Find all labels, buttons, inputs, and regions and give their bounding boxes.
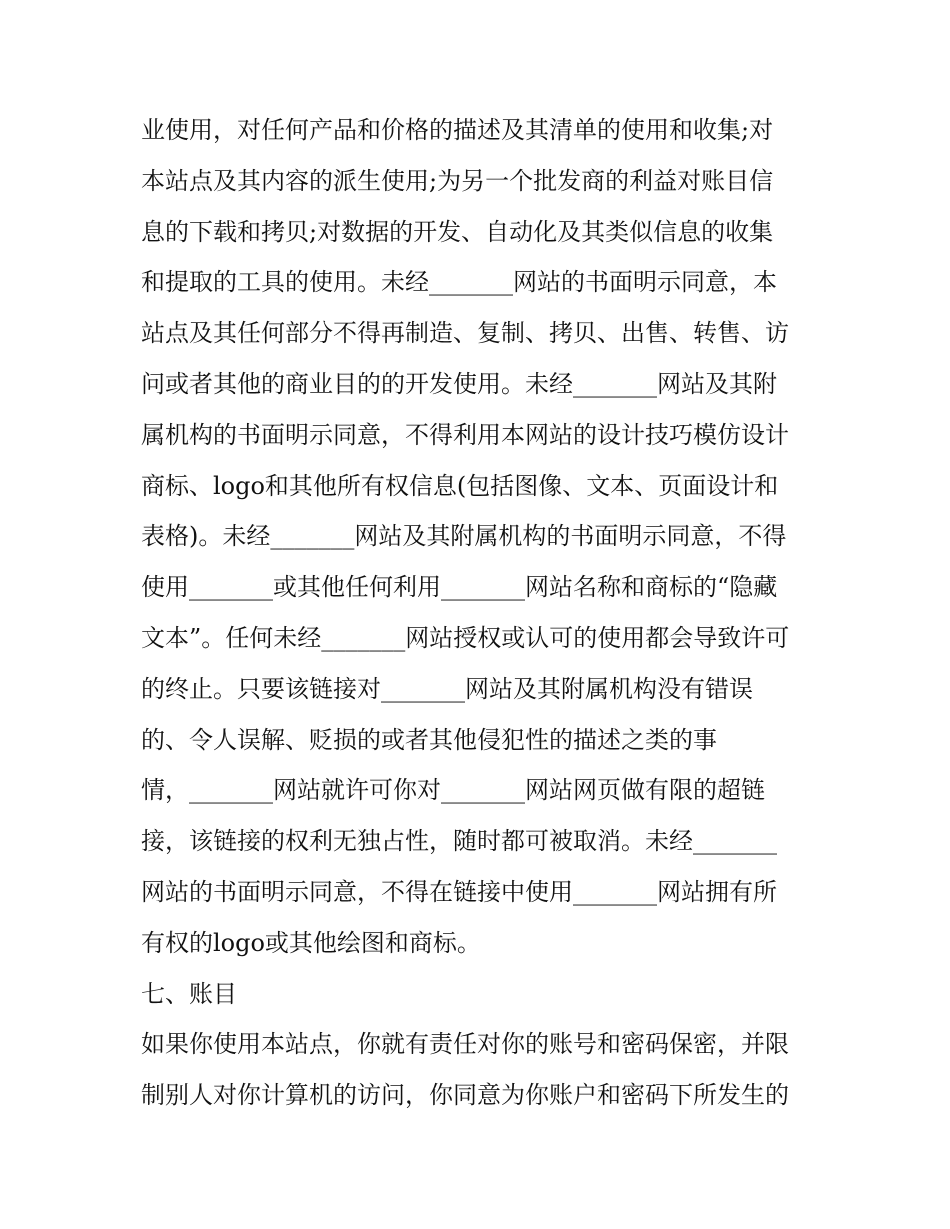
text-line: 制别人对你计算机的访问，你同意为你账户和密码下所发生的 xyxy=(141,1081,789,1110)
text-line: 商标、logo和其他所有权信息(包括图像、文本、页面设计和 xyxy=(141,471,779,500)
text-line: 文本”。任何未经_______网站授权或认可的使用都会导致许可 xyxy=(141,623,790,652)
document-body xyxy=(141,105,821,1121)
text-line: 网站的书面明示同意，不得在链接中使用_______网站拥有所 xyxy=(141,877,777,906)
text-line: 有权的logo或其他绘图和商标。 xyxy=(141,928,481,957)
text-line: 问或者其他的商业目的的开发使用。未经_______网站及其附 xyxy=(141,369,777,398)
text-line: 的、令人误解、贬损的或者其他侵犯性的描述之类的事 xyxy=(141,725,717,754)
text-line: 使用_______或其他任何利用_______网站名称和商标的“隐藏 xyxy=(141,573,778,602)
text-line: 接，该链接的权利无独占性，随时都可被取消。未经_______ xyxy=(141,827,777,856)
text-line: 业使用，对任何产品和价格的描述及其清单的使用和收集;对 xyxy=(141,116,774,144)
text-line: 站点及其任何部分不得再制造、复制、拷贝、出售、转售、访 xyxy=(141,319,789,348)
text-line: 本站点及其内容的派生使用;为另一个批发商的利益对账目信 xyxy=(141,166,774,195)
text-line: 属机构的书面明示同意，不得利用本网站的设计技巧模仿设计 xyxy=(141,420,789,449)
text-line: 的终止。只要该链接对_______网站及其附属机构没有错误 xyxy=(141,674,753,703)
text-line: 和提取的工具的使用。未经_______网站的书面明示同意，本 xyxy=(141,268,777,297)
text-line: 如果你使用本站点，你就有责任对你的账号和密码保密，并限 xyxy=(141,1030,789,1059)
text-line: 表格)。未经_______网站及其附属机构的书面明示同意，不得 xyxy=(141,522,787,551)
text-line: 情，_______网站就许可你对_______网站网页做有限的超链 xyxy=(141,776,765,805)
text-line: 息的下载和拷贝;对数据的开发、自动化及其类似信息的收集 xyxy=(141,217,774,246)
section-heading: 七、账目 xyxy=(141,979,237,1008)
